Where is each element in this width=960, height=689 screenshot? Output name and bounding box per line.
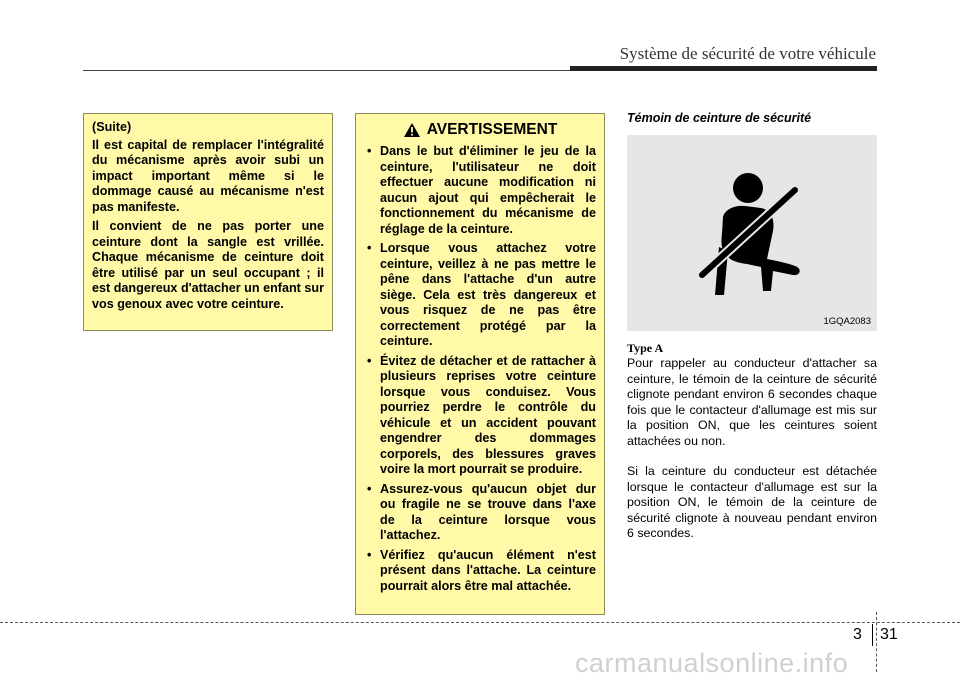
body-paragraph-1 (627, 356, 877, 449)
section-number: 3 (853, 626, 862, 643)
section-title: Témoin de ceinture de sécurité (627, 111, 812, 125)
warning-item: • Assurez-vous qu'aucun objet dur ou fragile ne se trouve dans l'axe de la ceinture lorsque vous l'attachez. (364, 482, 596, 544)
warning-item: • Évitez de détacher et de rattacher à plusieurs reprises votre ceinture lorsque vous conduisez. Vous pourriez perdre le contrôle du véhicule et un accident pouvant engendrer des dommages corporels, des blessures graves voire la mort pourrait se produire. (364, 354, 596, 478)
seatbelt-warning-icon (627, 135, 877, 331)
page-number-separator (872, 624, 873, 646)
warning-box (355, 113, 605, 615)
suite-paragraph: Il est capital de remplacer l'intégralité du mécanisme après avoir subi un impact important même si le dommage causé au mécanisme n'est pas manifeste. (92, 137, 324, 214)
warning-item: • Lorsque vous attachez votre ceinture, veillez à ne pas mettre le pêne dans l'attache d'un autre siège. Cela est très dangereux et vous risquez de ne pas être correctement protégé par la ceinture. (364, 241, 596, 350)
suite-paragraph: Il convient de ne pas porter une ceinture dont la sangle est vrillée. Chaque mécanisme de ceinture doit être utilisé par un seul occupant ; il est dangereux d'attacher un enfant sur vos genoux avec votre ceinture. (92, 219, 324, 311)
seatbelt-figure (627, 135, 877, 331)
page-number: 31 (880, 626, 898, 643)
suite-warning-box (83, 113, 333, 331)
type-label: Type A (627, 341, 664, 355)
footer-vertical-rule (876, 612, 877, 672)
warning-item: • Dans le but d'éliminer le jeu de la ceinture, l'utilisateur ne doit effectuer aucune modification ni aucun ajout qui empêcherait le fonctionnement du mécanisme de réglage de la ceinture. (364, 144, 596, 237)
warning-item: • Vérifiez qu'aucun élément n'est présent dans l'attache. La ceinture pourrait alors être mal attachée. (364, 548, 596, 595)
figure-code: 1GQA2083 (823, 316, 871, 327)
body-paragraph-text: Pour rappeler au conducteur d'attacher sa ceinture, le témoin de la ceinture de sécurité clignote pendant environ 6 secondes chaque fois que le contacteur d'allumage est mis sur la position ON, que les ceintures soient attachées ou non. (627, 356, 877, 448)
watermark: carmanualsonline.info (575, 648, 849, 678)
page-header-title: Système de sécurité de votre véhicule (619, 44, 876, 63)
warning-triangle-icon (403, 122, 421, 138)
header-accent-bar (570, 66, 877, 71)
warning-heading (364, 122, 596, 138)
footer-rule (0, 622, 960, 623)
suite-label: (Suite) (92, 120, 132, 134)
warning-heading-text: AVERTISSEMENT (426, 121, 558, 139)
body-paragraph-text: Si la ceinture du conducteur est détachée lorsque le contacteur d'allumage est sur la position ON, le témoin de la ceinture de sécurité clignote à nouveau pendant environ 6 secondes. (627, 464, 877, 540)
warning-list (364, 144, 596, 594)
body-paragraph-2 (627, 464, 877, 542)
